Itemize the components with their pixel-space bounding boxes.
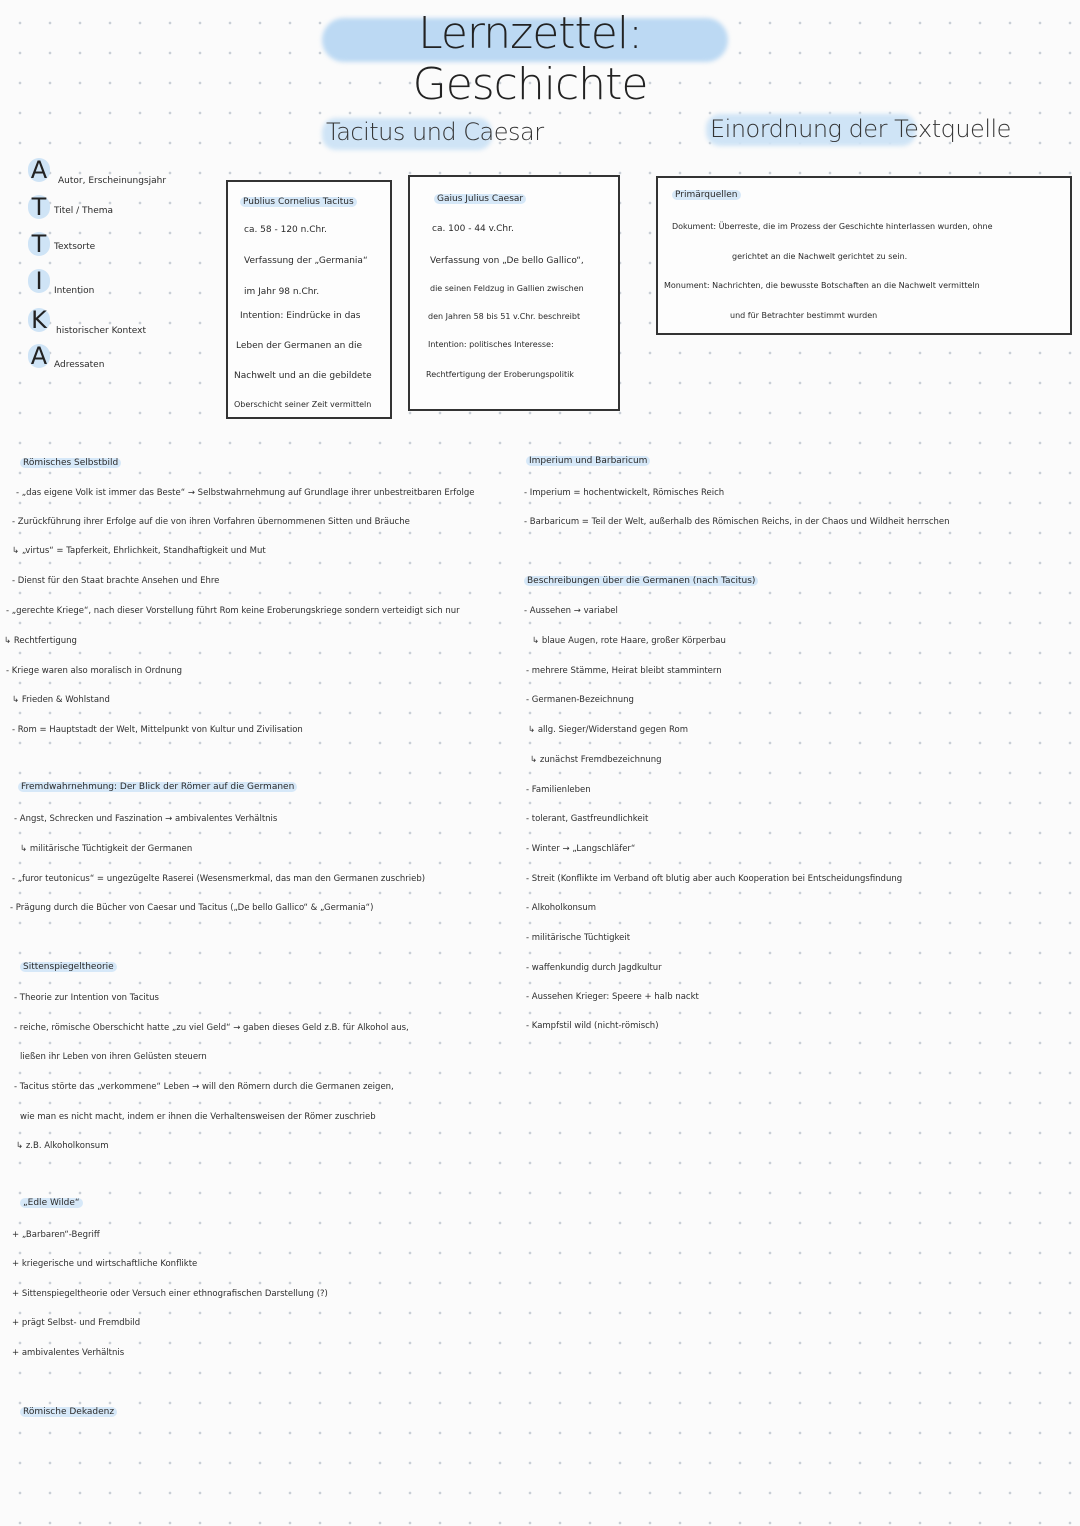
- germanen-line-10: - Streit (Konflikte im Verband oft blutig aber auch Kooperation bei Entscheidungsfindung: [526, 874, 903, 884]
- germanen-line-7: - Familienleben: [526, 785, 591, 795]
- germanen-line-12: - militärische Tüchtigkeit: [526, 933, 631, 943]
- germanen-line-5: ↳ allg. Sieger/Widerstand gegen Rom: [528, 725, 689, 735]
- imperium-line-2: - Barbaricum = Teil der Welt, außerhalb des Römischen Reichs, in der Chaos und Wildheit herrschen: [524, 517, 950, 527]
- selbstbild-line-8: ↳ Frieden & Wohlstand: [12, 695, 110, 705]
- section-title-dekadenz: Römische Dekadenz: [20, 1407, 117, 1417]
- attika-letter-t1: T: [31, 193, 47, 221]
- attika-letter-a: A: [30, 156, 48, 184]
- selbstbild-line-5: - „gerechte Kriege“, nach dieser Vorstellung führt Rom keine Eroberungskriege sondern verteidigt sich nur: [6, 606, 460, 616]
- sitten-line-2: - reiche, römische Oberschicht hatte „zu viel Geld“ → gaben dieses Geld z.B. für Alkohol aus,: [14, 1023, 409, 1033]
- edle-line-1: + „Barbaren“-Begriff: [12, 1230, 100, 1240]
- caesar-line-4: den Jahren 58 bis 51 v.Chr. beschreibt: [428, 312, 581, 321]
- quellen-monument-2: und für Betrachter bestimmt wurden: [730, 311, 878, 320]
- germanen-line-3: - mehrere Stämme, Heirat bleibt stammintern: [526, 666, 722, 676]
- selbstbild-line-7: - Kriege waren also moralisch in Ordnung: [6, 666, 182, 676]
- sitten-line-4: - Tacitus störte das „verkommene“ Leben → will den Römern durch die Germanen zeigen,: [14, 1082, 394, 1092]
- section-title-edle-wilde: „Edle Wilde“: [20, 1198, 83, 1208]
- selbstbild-line-4: - Dienst für den Staat brachte Ansehen und Ehre: [12, 576, 220, 586]
- heading-tacitus-caesar: Tacitus und Caesar: [326, 118, 544, 146]
- selbstbild-line-2: - Zurückführung ihrer Erfolge auf die von ihren Vorfahren übernommenen Sitten und Bräuche: [12, 517, 410, 527]
- edle-line-2: + kriegerische und wirtschaftliche Konflikte: [12, 1259, 198, 1269]
- caesar-work: Verfassung von „De bello Gallico“,: [430, 256, 584, 266]
- attika-label-intention: Intention: [54, 286, 95, 296]
- tacitus-intention-3: Nachwelt und an die gebildete: [234, 371, 372, 381]
- sitten-line-6: ↳ z.B. Alkoholkonsum: [16, 1141, 109, 1151]
- imperium-line-1: - Imperium = hochentwickelt, Römisches Reich: [524, 488, 725, 498]
- germanen-line-14: - Aussehen Krieger: Speere + halb nackt: [526, 992, 699, 1002]
- tacitus-dates: ca. 58 - 120 n.Chr.: [244, 225, 327, 235]
- sitten-line-1: - Theorie zur Intention von Tacitus: [14, 993, 159, 1003]
- germanen-line-1: - Aussehen → variabel: [524, 606, 618, 616]
- caesar-name: Gaius Julius Caesar: [434, 194, 526, 204]
- caesar-rechtfertigung: Rechtfertigung der Eroberungspolitik: [426, 370, 574, 379]
- selbstbild-line-6: ↳ Rechtfertigung: [4, 636, 77, 646]
- selbstbild-line-1: - „das eigene Volk ist immer das Beste“ → Selbstwahrnehmung auf Grundlage ihrer unbestreitbaren Erfolge: [16, 488, 475, 498]
- attika-list: [26, 156, 196, 386]
- fremd-line-2: ↳ militärische Tüchtigkeit der Germanen: [20, 844, 193, 854]
- quellen-dokument-2: gerichtet an die Nachwelt gerichtet zu sein.: [732, 252, 908, 261]
- germanen-line-15: - Kampfstil wild (nicht-römisch): [526, 1021, 659, 1031]
- attika-letter-t2: T: [31, 230, 47, 258]
- section-title-beschreibungen: Beschreibungen über die Germanen (nach Tacitus): [524, 576, 758, 586]
- attika-letter-k: K: [31, 306, 47, 334]
- tacitus-intention-1: Intention: Eindrücke in das: [240, 311, 361, 321]
- caesar-line-3: die seinen Feldzug in Gallien zwischen: [430, 284, 584, 293]
- attika-label-textsorte: Textsorte: [54, 242, 96, 252]
- quellen-box: [656, 176, 1072, 335]
- fremd-line-4: - Prägung durch die Bücher von Caesar und Tacitus („De bello Gallico“ & „Germania“): [10, 903, 374, 913]
- section-title-sittenspiegel: Sittenspiegeltheorie: [20, 962, 117, 972]
- attika-label-kontext: historischer Kontext: [56, 326, 146, 336]
- attika-label-autor: Autor, Erscheinungsjahr: [58, 176, 167, 186]
- germanen-line-6: ↳ zunächst Fremdbezeichnung: [530, 755, 662, 765]
- edle-line-3: + Sittenspiegeltheorie oder Versuch einer ethnografischen Darstellung (?): [12, 1289, 328, 1299]
- sitten-line-3: ließen ihr Leben von ihren Gelüsten steuern: [20, 1052, 207, 1062]
- heading-einordnung: Einordnung der Textquelle: [710, 115, 1011, 143]
- tacitus-box: [226, 180, 392, 419]
- edle-line-5: + ambivalentes Verhältnis: [12, 1348, 125, 1358]
- quellen-dokument-1: Dokument: Überreste, die im Prozess der Geschichte hinterlassen wurden, ohne: [672, 222, 993, 231]
- germanen-line-9: - Winter → „Langschläfer“: [526, 844, 636, 854]
- germanen-line-11: - Alkoholkonsum: [526, 903, 597, 913]
- attika-label-titel: Titel / Thema: [54, 206, 114, 216]
- tacitus-year: im Jahr 98 n.Chr.: [244, 287, 320, 297]
- tacitus-intention-4: Oberschicht seiner Zeit vermitteln: [234, 400, 372, 409]
- germanen-line-8: - tolerant, Gastfreundlichkeit: [526, 814, 649, 824]
- caesar-intention: Intention: politisches Interesse:: [428, 340, 554, 349]
- attika-label-adressaten: Adressaten: [54, 360, 105, 370]
- fremd-line-1: - Angst, Schrecken und Faszination → ambivalentes Verhältnis: [14, 814, 278, 824]
- tacitus-name: Publius Cornelius Tacitus: [240, 197, 357, 207]
- selbstbild-line-9: - Rom = Hauptstadt der Welt, Mittelpunkt von Kultur und Zivilisation: [12, 725, 303, 735]
- tacitus-intention-2: Leben der Germanen an die: [236, 341, 362, 351]
- selbstbild-line-3: ↳ „virtus“ = Tapferkeit, Ehrlichkeit, Standhaftigkeit und Mut: [12, 546, 266, 556]
- page-title: Lernzettel: Geschichte: [412, 8, 648, 110]
- caesar-dates: ca. 100 - 44 v.Chr.: [432, 224, 514, 234]
- tacitus-work: Verfassung der „Germania“: [244, 256, 368, 266]
- fremd-line-3: - „furor teutonicus“ = ungezügelte Raserei (Wesensmerkmal, das man den Germanen zuschrieb): [12, 874, 426, 884]
- sitten-line-5: wie man es nicht macht, indem er ihnen die Verhaltensweisen der Römer zuschrieb: [20, 1112, 376, 1122]
- germanen-line-2: ↳ blaue Augen, rote Haare, großer Körperbau: [532, 636, 726, 646]
- section-title-selbstbild: Römisches Selbstbild: [20, 458, 121, 468]
- attika-letter-i: I: [35, 267, 43, 295]
- attika-letter-a2: A: [30, 342, 48, 370]
- germanen-line-4: - Germanen-Bezeichnung: [526, 695, 634, 705]
- section-title-imperium: Imperium und Barbaricum: [526, 456, 650, 466]
- quellen-monument-1: Monument: Nachrichten, die bewusste Botschaften an die Nachwelt vermitteln: [664, 281, 980, 290]
- edle-line-4: + prägt Selbst- und Fremdbild: [12, 1318, 141, 1328]
- caesar-box: [408, 175, 620, 411]
- germanen-line-13: - waffenkundig durch Jagdkultur: [526, 963, 662, 973]
- section-title-fremdwahrnehmung: Fremdwahrnehmung: Der Blick der Römer auf die Germanen: [18, 782, 297, 792]
- quellen-title: Primärquellen: [672, 190, 741, 200]
